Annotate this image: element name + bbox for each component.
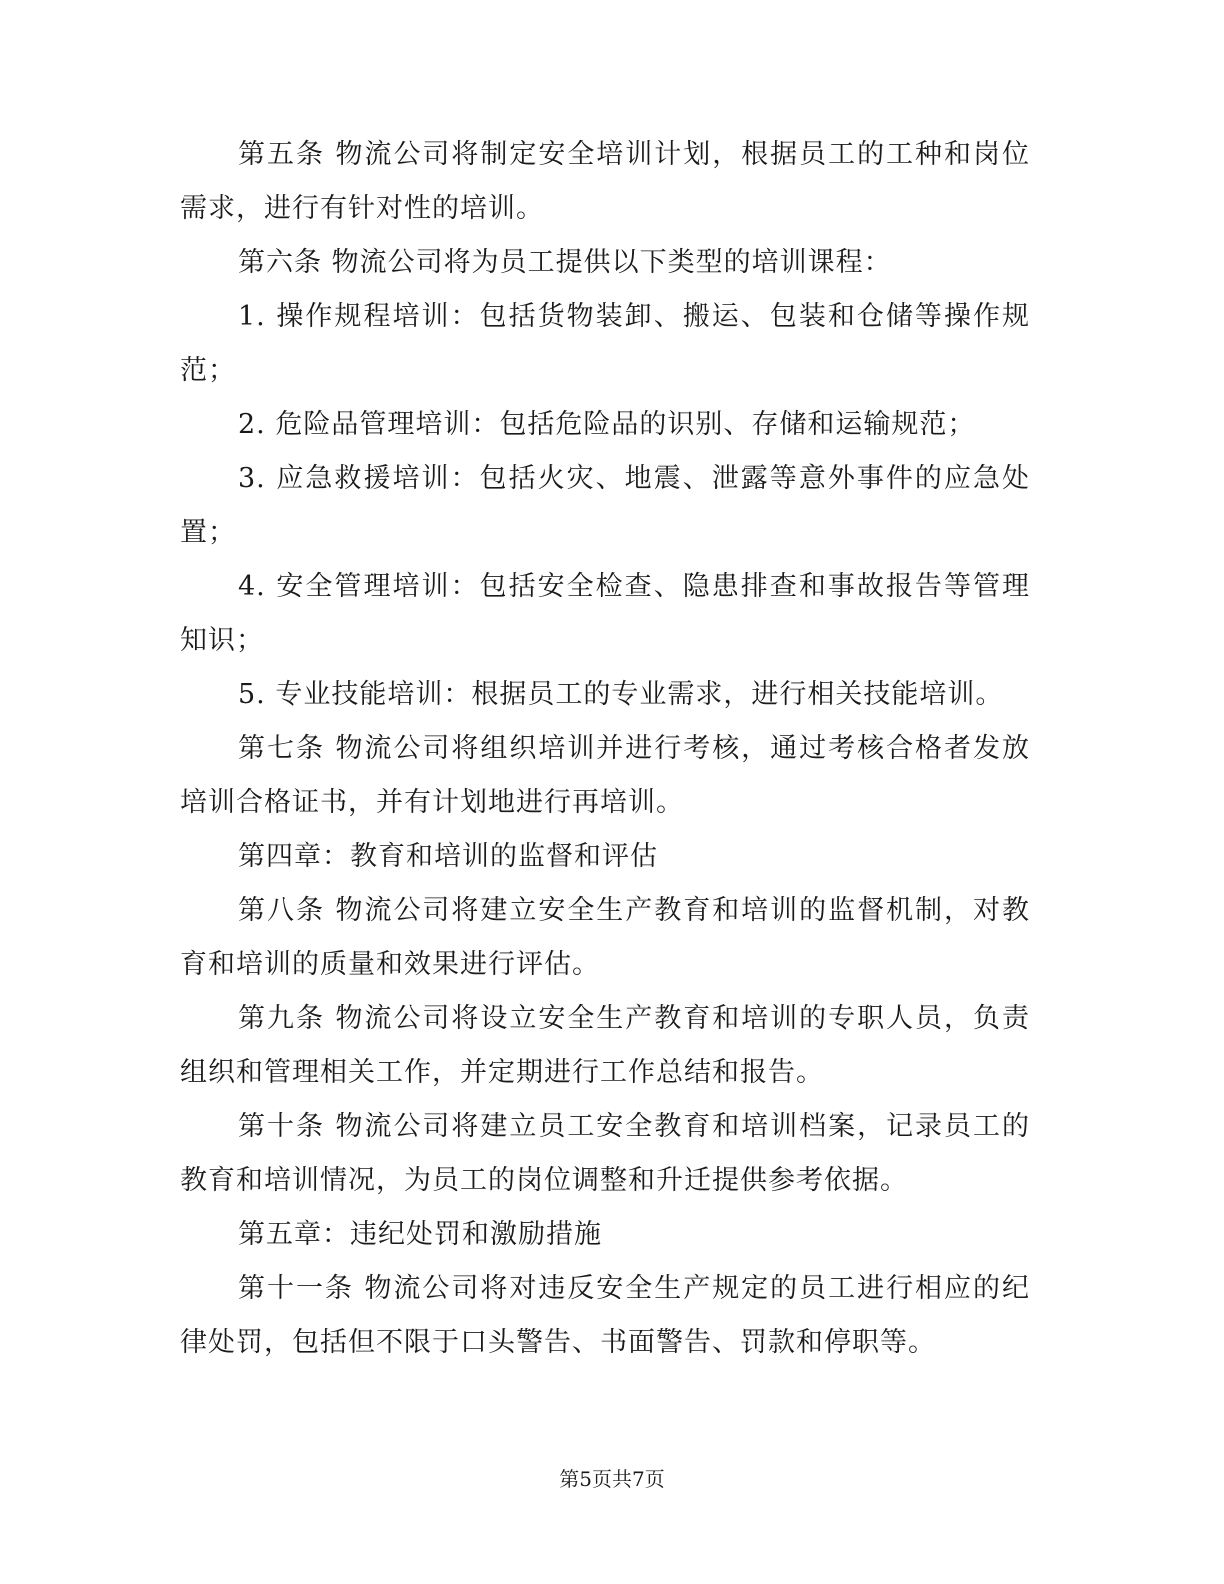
list-item-3: 3. 应急救援培训：包括火灾、地震、泄露等意外事件的应急处置； [180, 463, 1030, 548]
list-item-5: 5. 专业技能培训：根据员工的专业需求，进行相关技能培训。 [238, 679, 1004, 710]
article-8: 第八条 物流公司将建立安全生产教育和培训的监督机制，对教育和培训的质量和效果进行评估。 [180, 895, 1030, 980]
chapter-4-heading: 第四章：教育和培训的监督和评估 [238, 841, 658, 872]
article-5: 第五条 物流公司将制定安全培训计划，根据员工的工种和岗位需求，进行有针对性的培训。 [180, 139, 1030, 224]
list-item-4: 4. 安全管理培训：包括安全检查、隐患排查和事故报告等管理知识； [180, 571, 1030, 656]
article-9: 第九条 物流公司将设立安全生产教育和培训的专职人员，负责组织和管理相关工作，并定期进行工作总结和报告。 [180, 1003, 1030, 1088]
page-number-footer: 第5页共7页 [559, 1467, 665, 1491]
document-body [180, 128, 1030, 1370]
article-10: 第十条 物流公司将建立员工安全教育和培训档案，记录员工的教育和培训情况，为员工的岗位调整和升迁提供参考依据。 [180, 1111, 1030, 1196]
list-item-2: 2. 危险品管理培训：包括危险品的识别、存储和运输规范； [238, 409, 976, 440]
list-item-1: 1. 操作规程培训：包括货物装卸、搬运、包装和仓储等操作规范； [180, 301, 1030, 386]
chapter-5-heading: 第五章：违纪处罚和激励措施 [238, 1219, 602, 1250]
article-11: 第十一条 物流公司将对违反安全生产规定的员工进行相应的纪律处罚，包括但不限于口头警告、书面警告、罚款和停职等。 [180, 1273, 1030, 1358]
article-6: 第六条 物流公司将为员工提供以下类型的培训课程： [238, 247, 892, 278]
article-7: 第七条 物流公司将组织培训并进行考核，通过考核合格者发放培训合格证书，并有计划地进行再培训。 [180, 733, 1030, 818]
